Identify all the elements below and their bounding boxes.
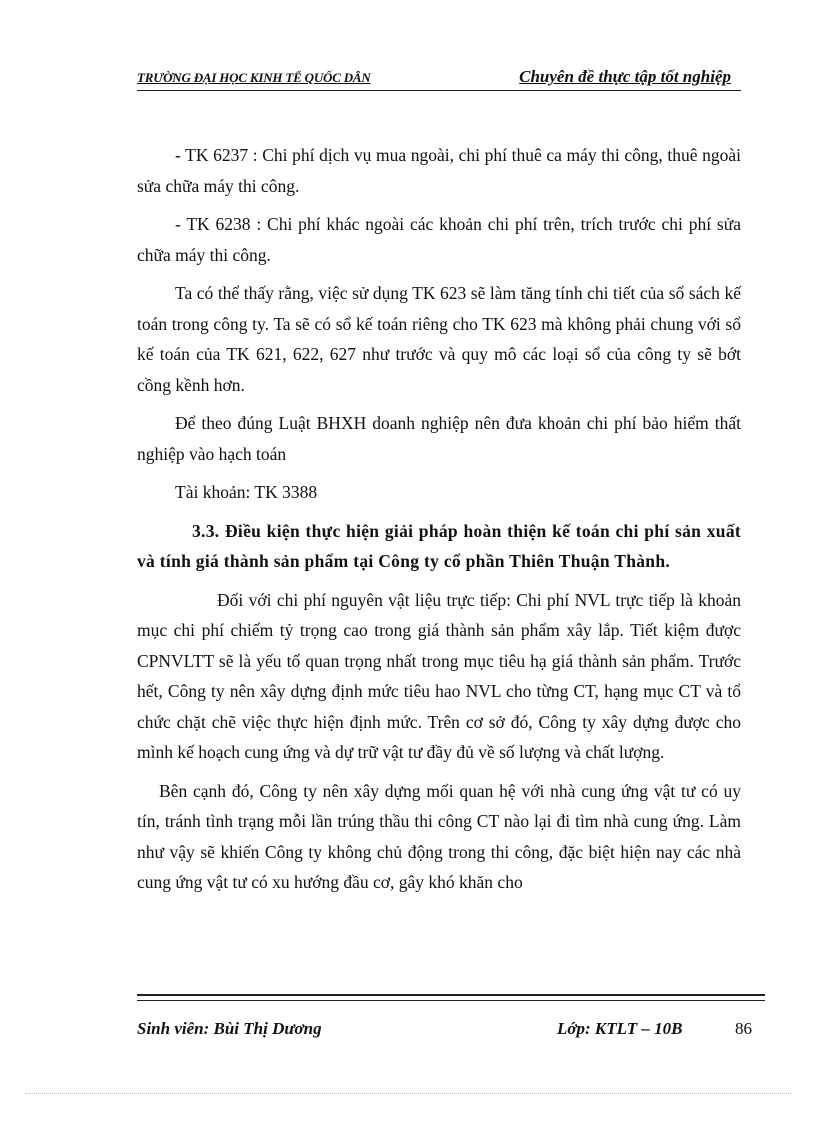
paragraph-account: Tài khoản: TK 3388 [175,482,318,502]
class-name: Lớp: KTLT – 10B [557,1019,683,1038]
paragraph-tk6237: - TK 6237 : Chi phí dịch vụ mua ngoài, chi phí thuê ca máy thi công, thuê ngoài sửa chữa máy thi công. [137,145,741,196]
paragraph-tk6238: - TK 6238 : Chi phí khác ngoài các khoản chi phí trên, trích trước chi phí sửa chữa máy thi công. [137,214,741,265]
page-header [137,66,741,88]
footer-divider-thick [137,994,765,996]
header-divider [137,90,741,91]
paragraph-tk623-benefit: Ta có thể thấy rằng, việc sử dụng TK 623 sẽ làm tăng tính chi tiết của sổ sách kế toán trong công ty. Ta sẽ có sổ kế toán riêng cho TK 623 mà không phải chung với sổ kế toán của TK 621, 622, 627 như trước và quy mô các loại sổ của công ty sẽ bớt cồng kềnh hơn. [137,283,741,395]
document-body [137,140,741,906]
paragraph-bhxh: Để theo đúng Luật BHXH doanh nghiệp nên đưa khoản chi phí bảo hiểm thất nghiệp vào hạch toán [137,413,741,464]
school-name: TRƯỜNG ĐẠI HỌC KINH TẾ QUỐC DÂN [137,70,371,85]
paragraph-material-cost: Đối với chi phí nguyên vật liệu trực tiếp: Chi phí NVL trực tiếp là khoản mục chi phí chiếm tỷ trọng cao trong giá thành sản phẩm xây lắp. Tiết kiệm được CPNVLTT sẽ là yếu tố quan trọng nhất trong mục tiêu hạ giá thành sản phẩm. Trước hết, Công ty nên xây dựng định mức tiêu hao NVL cho từng CT, hạng mục CT và tổ chức chặt chẽ việc thực hiện định mức. Trên cơ sở đó, Công ty xây dựng được cho mình kế hoạch cung ứng và dự trữ vật tư đầy đủ về số lượng và chất lượng. [137,589,741,762]
report-type: Chuyên đề thực tập tốt nghiệp [519,67,731,86]
page-bottom-border [25,1093,791,1094]
paragraph-supplier: Bên cạnh đó, Công ty nên xây dựng mối quan hệ với nhà cung ứng vật tư có uy tín, tránh tình trạng mỗi lần trúng thầu thi công CT nào lại đi tìm nhà cung ứng. Làm như vậy sẽ khiến Công ty không chủ động trong thi công, đặc biệt hiện nay các nhà cung ứng vật tư có xu hướng đầu cơ, gây khó khăn cho [137,780,741,892]
student-name: Sinh viên: Bùi Thị Dương [137,1019,322,1038]
footer-divider-thin [137,1000,765,1001]
page-number: 86 [735,1019,752,1038]
section-heading-3-3: 3.3. Điều kiện thực hiện giải pháp hoàn thiện kế toán chi phí sản xuất và tính giá thành sản phẩm tại Công ty cổ phần Thiên Thuận Thành. [137,520,741,571]
